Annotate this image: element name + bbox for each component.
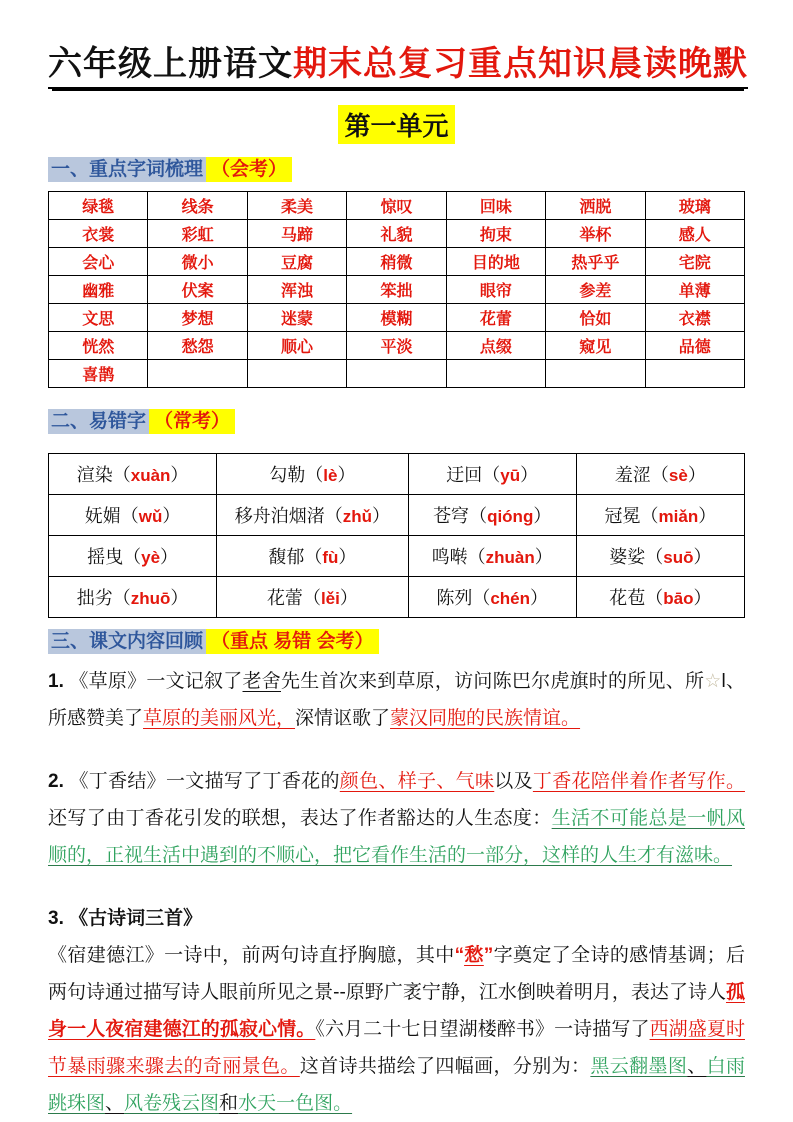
- table-cell: [217, 454, 408, 495]
- document-title-text: [48, 36, 748, 89]
- paren-open: （: [467, 547, 486, 567]
- paragraph-caoyuan: [48, 663, 745, 737]
- table-cell: 梦想: [148, 304, 247, 332]
- paren-open: （: [469, 506, 488, 526]
- table-cell: [576, 536, 744, 577]
- paren-open: （: [472, 588, 491, 608]
- table-cell: 浑浊: [247, 276, 346, 304]
- text-segment: 《六月二十七日望湖楼醉书》一诗描写了: [315, 1019, 650, 1040]
- table-cell: 目的地: [446, 248, 545, 276]
- paren-close: ）: [693, 547, 712, 567]
- section-2-heading-text: 二、易错字: [48, 409, 149, 434]
- pinyin-annotation: chén: [490, 589, 531, 608]
- table-cell: 点缀: [446, 332, 545, 360]
- paren-open: （: [305, 465, 324, 485]
- character-word: 花苞: [609, 588, 646, 608]
- table-cell: 豆腐: [247, 248, 346, 276]
- pinyin-annotation: wǔ: [138, 507, 163, 526]
- table-cell: 拘束: [446, 220, 545, 248]
- text-segment: 深情讴歌了: [295, 708, 391, 729]
- pinyin-annotation: zhǔ: [342, 507, 373, 526]
- text-segment: 和: [219, 1093, 239, 1114]
- paren-close: ）: [534, 547, 553, 567]
- table-row: [49, 536, 745, 577]
- table-cell: [645, 360, 744, 388]
- table-row: [49, 360, 745, 388]
- paren-open: （: [112, 465, 131, 485]
- table-cell: 顺心: [247, 332, 346, 360]
- table-cell: [576, 577, 744, 618]
- pinyin-annotation: sè: [668, 466, 688, 485]
- text-segment: 先生首次来到草原，访问陈巴尔虎旗时的所见、所: [281, 671, 705, 692]
- table-cell: 绿毯: [49, 192, 148, 220]
- table-row: [49, 454, 745, 495]
- pinyin-annotation: suō: [663, 548, 694, 567]
- section-1-heading: [48, 154, 745, 181]
- pinyin-annotation: zhuàn: [485, 548, 535, 567]
- character-word: 迂回: [446, 465, 483, 485]
- table-cell: 笨拙: [347, 276, 446, 304]
- section-3-heading-text: 三、课文内容回顾: [48, 629, 206, 654]
- table-cell: 举杯: [546, 220, 645, 248]
- table-cell: [247, 360, 346, 388]
- text-segment: 《丁香结》一文描写了丁香花的: [63, 771, 340, 792]
- character-word: 摇曳: [87, 547, 124, 567]
- pinyin-annotation: xuàn: [130, 466, 171, 485]
- paren-close: ）: [372, 506, 391, 526]
- text-segment: 《草原》一文记叙了: [63, 671, 243, 692]
- text-segment: 以及: [494, 771, 533, 792]
- section-1-heading-text: 一、重点字词梳理: [48, 157, 206, 182]
- table-cell: 窥见: [546, 332, 645, 360]
- table-cell: 愁怨: [148, 332, 247, 360]
- text-segment: 还写了由丁香花引发的联想，表达了作者豁达的人生态度：: [48, 808, 552, 829]
- table-cell: 马蹄: [247, 220, 346, 248]
- table-cell: [217, 577, 408, 618]
- lesson-review-paragraphs: [48, 663, 745, 1122]
- pinyin-annotation: bāo: [663, 589, 694, 608]
- character-word: 花蕾: [266, 588, 303, 608]
- paren-close: ）: [162, 506, 181, 526]
- text-segment: 愁: [464, 945, 484, 966]
- table-cell: [217, 495, 408, 536]
- pinyin-annotation: lěi: [320, 589, 340, 608]
- text-segment: ☆: [704, 671, 722, 692]
- text-segment: ”: [483, 945, 494, 966]
- document-title: [48, 36, 748, 89]
- text-segment: 草原的美丽风光，: [143, 708, 296, 729]
- pinyin-annotation: fù: [322, 548, 339, 567]
- character-word: 勾勒: [269, 465, 306, 485]
- text-segment: 孤身一人夜宿建德江的孤寂心情。: [48, 982, 745, 1040]
- paren-open: （: [645, 547, 664, 567]
- table-cell: [576, 454, 744, 495]
- text-segment: 、: [105, 1093, 125, 1114]
- table-cell: [576, 495, 744, 536]
- table-cell: 恍然: [49, 332, 148, 360]
- text-segment: 2.: [48, 771, 64, 792]
- table-cell: [49, 495, 217, 536]
- pinyin-annotation: miǎn: [658, 507, 699, 526]
- error-prone-characters-table: [48, 453, 745, 618]
- title-red-part: 期末总复习重点知识晨读晚默: [293, 45, 748, 83]
- paren-close: ）: [338, 547, 357, 567]
- table-row: [49, 304, 745, 332]
- table-cell: [347, 360, 446, 388]
- table-row: [49, 577, 745, 618]
- paren-open: （: [482, 465, 501, 485]
- paren-open: （: [304, 547, 323, 567]
- section-2-heading: [48, 406, 745, 433]
- text-segment: 字奠定了全诗的感情基调；后两句诗通过描写诗人眼前所见之景--原野广袤宁静，江水倒映着明月，表达了诗人: [48, 945, 745, 1003]
- text-segment: 蒙汉同胞的民族情谊。: [390, 708, 581, 729]
- table-cell: [49, 577, 217, 618]
- paren-open: （: [650, 465, 669, 485]
- pinyin-annotation: yū: [500, 466, 521, 485]
- text-segment: 西湖盛夏时节暴雨骤来骤去的奇丽景色。: [48, 1019, 745, 1077]
- table-cell: [217, 536, 408, 577]
- section-2-exam-tag: （常考）: [149, 409, 235, 434]
- text-segment: 白雨跳珠图: [48, 1056, 745, 1114]
- character-word: 鸣啭: [431, 547, 468, 567]
- table-cell: 惊叹: [347, 192, 446, 220]
- table-cell: 洒脱: [546, 192, 645, 220]
- paren-close: ）: [520, 465, 539, 485]
- table-cell: 稍微: [347, 248, 446, 276]
- table-cell: 幽雅: [49, 276, 148, 304]
- table-cell: [49, 454, 217, 495]
- text-segment: 水天一色图。: [238, 1093, 353, 1114]
- paren-open: （: [123, 547, 142, 567]
- table-row: [49, 192, 745, 220]
- table-cell: [408, 495, 576, 536]
- table-cell: 彩虹: [148, 220, 247, 248]
- text-segment: 老舍: [242, 671, 281, 692]
- text-segment: 生活不可能总是一帆风顺的，正视生活中遇到的不顺心，把它看作生活的一部分，这样的人生才有滋味。: [48, 808, 745, 866]
- text-segment: l、所感赞美了: [48, 671, 745, 729]
- character-word: 婆娑: [609, 547, 646, 567]
- section-1-exam-tag: （会考）: [206, 157, 292, 182]
- character-word: 拙劣: [76, 588, 113, 608]
- section-3-exam-tag: （重点 易错 会考）: [206, 629, 379, 654]
- table-cell: 模糊: [347, 304, 446, 332]
- table-cell: 品德: [645, 332, 744, 360]
- table-cell: 文思: [49, 304, 148, 332]
- text-segment: 《古诗词三首》: [63, 908, 203, 929]
- table-cell: 玻璃: [645, 192, 744, 220]
- table-cell: [446, 360, 545, 388]
- paragraph-dingxiangjie: [48, 763, 745, 874]
- pinyin-annotation: lè: [323, 466, 338, 485]
- table-cell: 微小: [148, 248, 247, 276]
- text-segment: 丁香花陪伴着作者写作。: [532, 771, 745, 792]
- table-cell: 宅院: [645, 248, 744, 276]
- text-segment: 3.: [48, 908, 64, 929]
- table-cell: [408, 577, 576, 618]
- table-cell: 单薄: [645, 276, 744, 304]
- table-cell: 礼貌: [347, 220, 446, 248]
- table-cell: 眼帘: [446, 276, 545, 304]
- table-cell: 花蕾: [446, 304, 545, 332]
- pinyin-annotation: yè: [141, 548, 161, 567]
- table-cell: 柔美: [247, 192, 346, 220]
- paren-close: ）: [170, 465, 189, 485]
- table-cell: [148, 360, 247, 388]
- character-word: 渲染: [76, 465, 113, 485]
- character-word: 苍穹: [433, 506, 470, 526]
- pinyin-annotation: qióng: [487, 507, 534, 526]
- character-word: 馥郁: [268, 547, 305, 567]
- table-cell: 感人: [645, 220, 744, 248]
- section-3-heading: [48, 626, 745, 653]
- character-word: 陈列: [436, 588, 473, 608]
- pinyin-annotation: zhuō: [130, 589, 171, 608]
- table-cell: 衣裳: [49, 220, 148, 248]
- paren-close: ）: [337, 465, 356, 485]
- table-cell: 热乎乎: [546, 248, 645, 276]
- text-segment: 1.: [48, 671, 64, 692]
- text-segment: 颜色、样子、气味: [339, 771, 495, 792]
- table-cell: 伏案: [148, 276, 247, 304]
- text-segment: 风卷残云图: [124, 1093, 220, 1114]
- paren-close: ）: [533, 506, 552, 526]
- text-segment: 《宿建德江》一诗中，前两句诗直抒胸臆，其中: [48, 945, 455, 966]
- table-cell: 喜鹊: [49, 360, 148, 388]
- paren-open: （: [645, 588, 664, 608]
- table-row: [49, 276, 745, 304]
- table-cell: 平淡: [347, 332, 446, 360]
- table-cell: [408, 536, 576, 577]
- text-segment: 这首诗共描绘了四幅画，分别为：: [299, 1056, 591, 1077]
- table-cell: 回味: [446, 192, 545, 220]
- paren-open: （: [302, 588, 321, 608]
- text-segment: 黑云翻墨图: [590, 1056, 688, 1077]
- table-cell: [546, 360, 645, 388]
- character-word: 羞涩: [614, 465, 651, 485]
- paren-close: ）: [693, 588, 712, 608]
- table-row: [49, 332, 745, 360]
- table-cell: 会心: [49, 248, 148, 276]
- table-cell: [49, 536, 217, 577]
- table-cell: 衣襟: [645, 304, 744, 332]
- character-word: 冠冕: [604, 506, 641, 526]
- title-black-part: 六年级上册语文: [48, 45, 293, 83]
- paren-close: ）: [339, 588, 358, 608]
- table-row: [49, 220, 745, 248]
- paren-open: （: [324, 506, 343, 526]
- text-segment: “: [454, 945, 465, 966]
- paren-close: ）: [160, 547, 179, 567]
- table-cell: [408, 454, 576, 495]
- paren-close: ）: [530, 588, 549, 608]
- table-row: [49, 495, 745, 536]
- text-segment: 、: [687, 1056, 707, 1077]
- unit-subtitle: 第一单元: [338, 105, 454, 144]
- key-words-table: [48, 191, 745, 388]
- unit-subtitle-line: [48, 105, 745, 144]
- table-row: [49, 248, 745, 276]
- paren-close: ）: [687, 465, 706, 485]
- paren-open: （: [112, 588, 131, 608]
- paren-open: （: [640, 506, 659, 526]
- character-word: 妩媚: [84, 506, 121, 526]
- paren-close: ）: [170, 588, 189, 608]
- paren-close: ）: [698, 506, 717, 526]
- paragraph-gushici: [48, 900, 745, 1122]
- character-word: 移舟泊烟渚: [234, 506, 325, 526]
- paren-open: （: [120, 506, 139, 526]
- table-cell: 迷蒙: [247, 304, 346, 332]
- table-cell: 线条: [148, 192, 247, 220]
- table-cell: 参差: [546, 276, 645, 304]
- table-cell: 恰如: [546, 304, 645, 332]
